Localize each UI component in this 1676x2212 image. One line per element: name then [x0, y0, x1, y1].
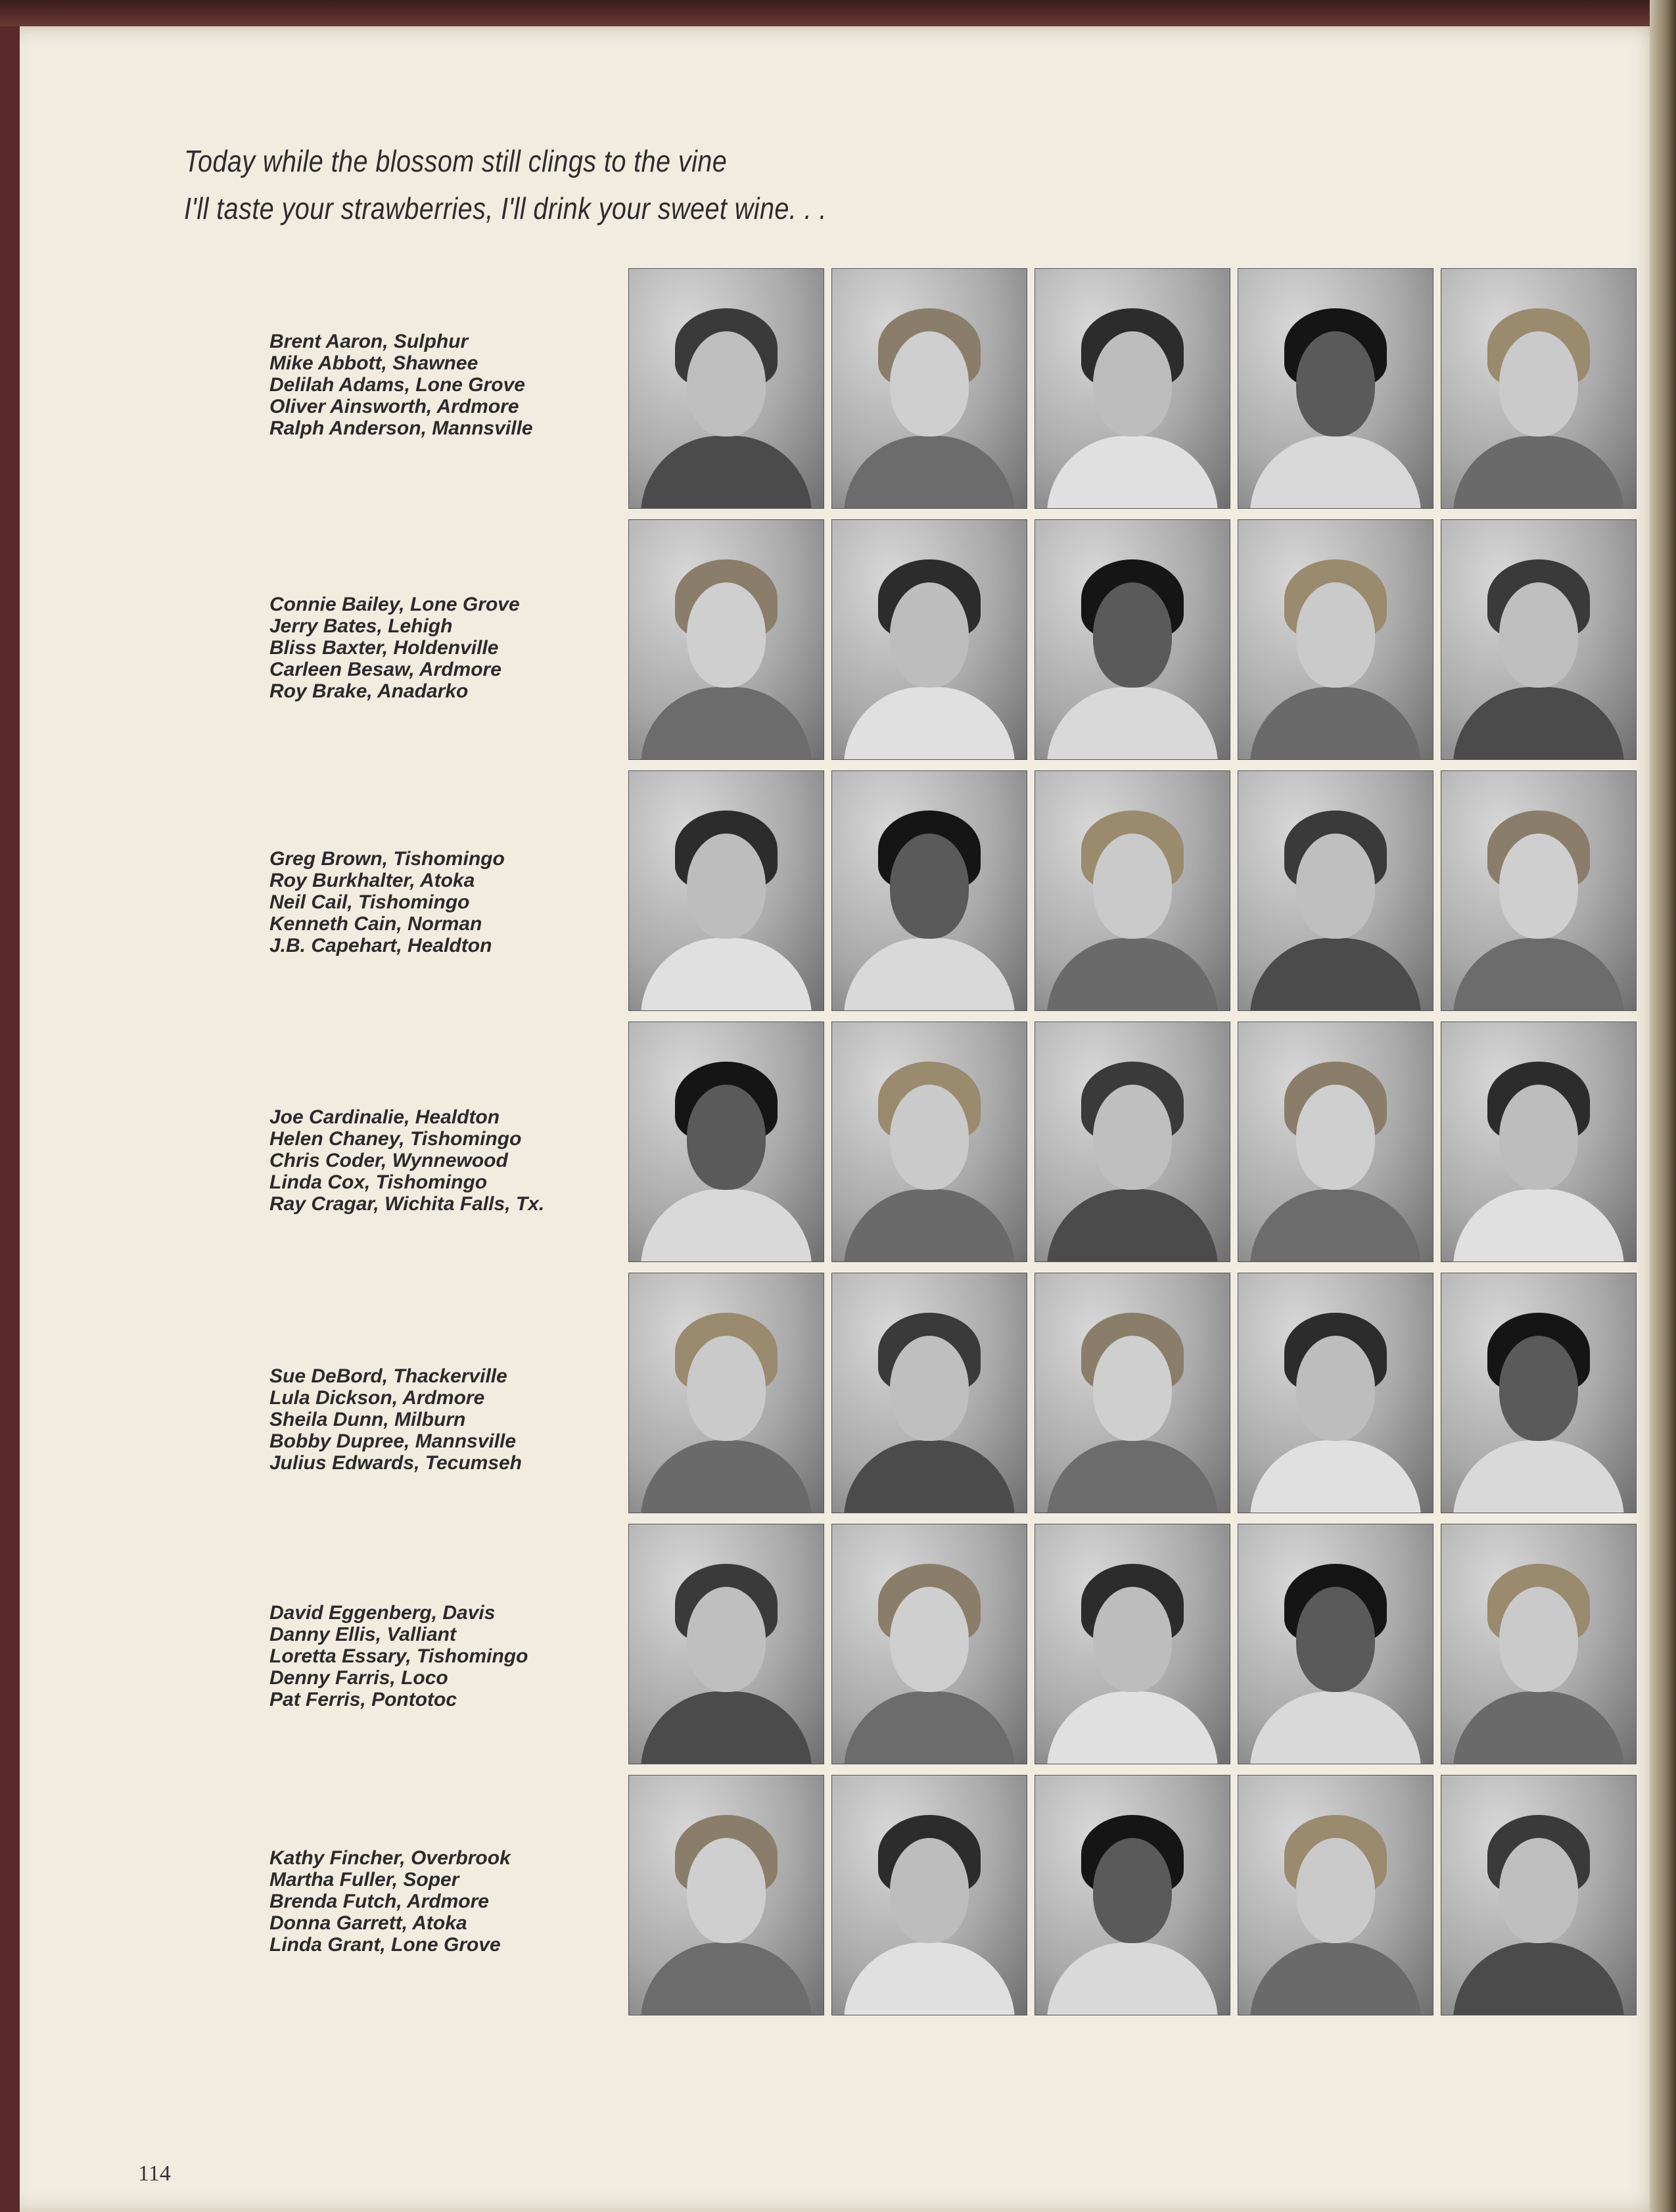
portrait-shoulders: [641, 436, 812, 509]
portrait-shoulders: [1250, 436, 1421, 509]
student-portrait-photo: [628, 1775, 824, 2015]
student-name: J.B. Capehart, Healdton: [269, 935, 492, 956]
student-name: Helen Chaney, Tishomingo: [269, 1128, 522, 1150]
portrait-face: [1296, 1085, 1375, 1190]
student-portrait-photo: [1238, 268, 1433, 509]
student-portrait-photo: [628, 1273, 824, 1513]
student-portrait-photo: [1035, 1273, 1230, 1513]
student-name: Neil Cail, Tishomingo: [269, 891, 470, 913]
student-portrait-photo: [1238, 519, 1433, 760]
portrait-shoulders: [641, 1440, 812, 1513]
portrait-shoulders: [1453, 1691, 1624, 1764]
student-name: Kathy Fincher, Overbrook: [269, 1847, 511, 1869]
portrait-face: [1499, 1085, 1578, 1190]
student-name: Delilah Adams, Lone Grove: [269, 374, 525, 396]
portrait-face: [1499, 331, 1578, 436]
student-portrait-photo: [1441, 519, 1637, 760]
student-name: Roy Brake, Anadarko: [269, 680, 469, 702]
student-name: Julius Edwards, Tecumseh: [269, 1452, 523, 1474]
name-list-row-4: [269, 1106, 624, 1215]
student-portrait-photo: [1035, 1524, 1230, 1764]
student-name: Brenda Futch, Ardmore: [269, 1891, 489, 1912]
student-portrait-photo: [1035, 519, 1230, 760]
student-name: Bobby Dupree, Mannsville: [269, 1430, 517, 1452]
student-name: Loretta Essary, Tishomingo: [269, 1645, 528, 1667]
student-portrait-photo: [628, 268, 824, 509]
portrait-face: [1296, 331, 1375, 436]
portrait-face: [890, 1587, 969, 1692]
book-cover-edge: [0, 0, 1676, 26]
portrait-shoulders: [1453, 938, 1624, 1011]
student-name: Oliver Ainsworth, Ardmore: [269, 396, 519, 417]
student-portrait-photo: [831, 1524, 1027, 1764]
student-portrait-photo: [831, 1273, 1027, 1513]
portrait-face: [687, 582, 766, 688]
portrait-shoulders: [1453, 687, 1624, 760]
student-name: Linda Grant, Lone Grove: [269, 1934, 501, 1956]
portrait-shoulders: [1250, 1942, 1421, 2015]
student-portrait-photo: [628, 770, 824, 1011]
student-name: Ralph Anderson, Mannsville: [269, 417, 533, 439]
student-name: Bliss Baxter, Holdenville: [269, 637, 499, 659]
student-name: Martha Fuller, Soper: [269, 1869, 459, 1891]
portrait-shoulders: [1047, 1189, 1218, 1262]
student-name: Greg Brown, Tishomingo: [269, 848, 505, 870]
portrait-face: [1499, 1587, 1578, 1692]
portrait-shoulders: [844, 436, 1015, 509]
name-list-row-7: [269, 1847, 624, 1956]
portrait-face: [687, 331, 766, 436]
student-portrait-photo: [1035, 1022, 1230, 1262]
portrait-face: [1296, 1838, 1375, 1943]
portrait-face: [1499, 582, 1578, 688]
portrait-face: [1296, 1336, 1375, 1441]
student-portrait-photo: [1238, 770, 1433, 1011]
student-name: Sheila Dunn, Milburn: [269, 1409, 466, 1430]
student-name: Mike Abbott, Shawnee: [269, 352, 478, 374]
portrait-face: [890, 1336, 969, 1441]
portrait-face: [1093, 834, 1172, 939]
portrait-shoulders: [1047, 1440, 1218, 1513]
portrait-face: [1093, 1838, 1172, 1943]
student-portrait-photo: [1238, 1273, 1433, 1513]
student-portrait-photo: [1441, 268, 1637, 509]
portrait-face: [890, 582, 969, 688]
student-portrait-photo: [628, 1524, 824, 1764]
page-number: 114: [138, 2161, 171, 2186]
portrait-shoulders: [1047, 687, 1218, 760]
portrait-face: [890, 1085, 969, 1190]
student-name: Chris Coder, Wynnewood: [269, 1150, 508, 1171]
name-list-row-3: [269, 848, 624, 956]
student-name: Sue DeBord, Thackerville: [269, 1365, 507, 1387]
student-name: Brent Aaron, Sulphur: [269, 331, 469, 352]
portrait-shoulders: [1250, 1691, 1421, 1764]
student-name: Danny Ellis, Valliant: [269, 1624, 456, 1645]
student-portrait-photo: [1238, 1775, 1433, 2015]
student-name: Jerry Bates, Lehigh: [269, 615, 453, 637]
portrait-face: [890, 834, 969, 939]
student-portrait-photo: [1441, 1524, 1637, 1764]
student-name: Carleen Besaw, Ardmore: [269, 659, 501, 680]
book-binding: [1650, 0, 1676, 2212]
name-list-row-5: [269, 1365, 624, 1474]
student-portrait-photo: [831, 268, 1027, 509]
student-portrait-photo: [1441, 1273, 1637, 1513]
portrait-shoulders: [1250, 1440, 1421, 1513]
portrait-shoulders: [1453, 1189, 1624, 1262]
portrait-shoulders: [1453, 1942, 1624, 2015]
student-portrait-photo: [1035, 1775, 1230, 2015]
poem-line-2: I'll taste your strawberries, I'll drink your sweet wine. . .: [184, 191, 827, 225]
student-name: Lula Dickson, Ardmore: [269, 1387, 485, 1409]
student-portrait-photo: [628, 1022, 824, 1262]
portrait-face: [1296, 582, 1375, 688]
portrait-shoulders: [1047, 436, 1218, 509]
student-portrait-photo: [831, 1022, 1027, 1262]
portrait-shoulders: [1047, 938, 1218, 1011]
portrait-shoulders: [1047, 1691, 1218, 1764]
portrait-face: [1499, 1336, 1578, 1441]
student-portrait-photo: [831, 1775, 1027, 2015]
portrait-face: [1499, 834, 1578, 939]
portrait-shoulders: [844, 687, 1015, 760]
student-name: Roy Burkhalter, Atoka: [269, 870, 475, 891]
portrait-face: [687, 1336, 766, 1441]
portrait-face: [687, 1085, 766, 1190]
portrait-face: [1093, 331, 1172, 436]
student-name: Joe Cardinalie, Healdton: [269, 1106, 500, 1128]
name-list-row-2: [269, 594, 624, 702]
portrait-shoulders: [844, 1691, 1015, 1764]
student-name: David Eggenberg, Davis: [269, 1602, 496, 1624]
student-portrait-photo: [831, 519, 1027, 760]
student-portrait-photo: [1441, 770, 1637, 1011]
portrait-shoulders: [641, 1942, 812, 2015]
portrait-face: [687, 1838, 766, 1943]
portrait-face: [1499, 1838, 1578, 1943]
student-name: Linda Cox, Tishomingo: [269, 1171, 488, 1193]
student-portrait-photo: [1035, 268, 1230, 509]
student-name: Ray Cragar, Wichita Falls, Tx.: [269, 1193, 545, 1215]
portrait-shoulders: [641, 938, 812, 1011]
portrait-face: [1093, 582, 1172, 688]
portrait-face: [890, 1838, 969, 1943]
student-portrait-photo: [831, 770, 1027, 1011]
student-portrait-photo: [1238, 1022, 1433, 1262]
portrait-shoulders: [1250, 687, 1421, 760]
student-name: Pat Ferris, Pontotoc: [269, 1689, 457, 1710]
portrait-face: [890, 331, 969, 436]
portrait-face: [1296, 834, 1375, 939]
student-name: Denny Farris, Loco: [269, 1667, 448, 1689]
portrait-shoulders: [844, 1440, 1015, 1513]
portrait-shoulders: [1453, 436, 1624, 509]
student-portrait-photo: [628, 519, 824, 760]
portrait-face: [1093, 1336, 1172, 1441]
name-list-row-6: [269, 1602, 624, 1710]
portrait-face: [1093, 1085, 1172, 1190]
name-list-row-1: [269, 331, 624, 439]
portrait-shoulders: [844, 1942, 1015, 2015]
portrait-shoulders: [844, 938, 1015, 1011]
student-name: Donna Garrett, Atoka: [269, 1912, 467, 1934]
student-name: Kenneth Cain, Norman: [269, 913, 482, 935]
portrait-shoulders: [641, 1189, 812, 1262]
portrait-face: [687, 834, 766, 939]
student-portrait-photo: [1238, 1524, 1433, 1764]
portrait-face: [687, 1587, 766, 1692]
poem-line-1: Today while the blossom still clings to the vine: [184, 144, 728, 178]
portrait-shoulders: [1047, 1942, 1218, 2015]
student-portrait-photo: [1441, 1022, 1637, 1262]
portrait-shoulders: [1250, 938, 1421, 1011]
portrait-face: [1296, 1587, 1375, 1692]
student-portrait-photo: [1035, 770, 1230, 1011]
portrait-face: [1093, 1587, 1172, 1692]
student-portrait-photo: [1441, 1775, 1637, 2015]
portrait-shoulders: [641, 687, 812, 760]
portrait-shoulders: [641, 1691, 812, 1764]
portrait-shoulders: [844, 1189, 1015, 1262]
portrait-shoulders: [1453, 1440, 1624, 1513]
student-name: Connie Bailey, Lone Grove: [269, 594, 520, 615]
portrait-shoulders: [1250, 1189, 1421, 1262]
